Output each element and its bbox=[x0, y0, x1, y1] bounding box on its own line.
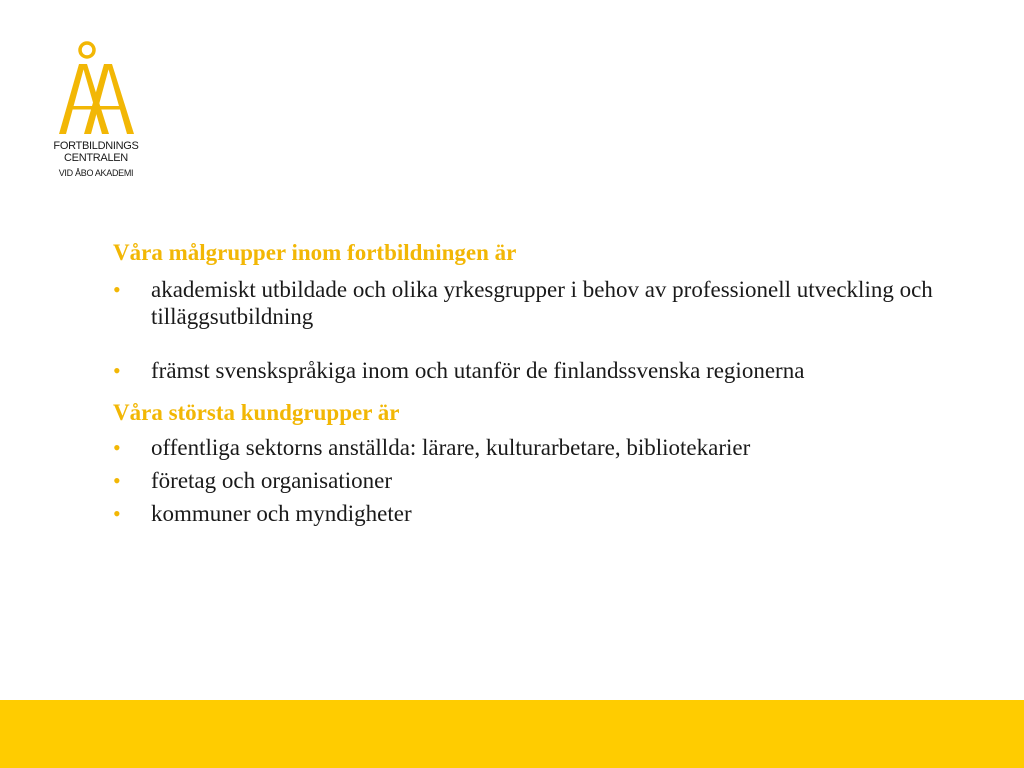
bullet-icon: • bbox=[113, 358, 121, 383]
aa-monogram-icon bbox=[52, 40, 140, 136]
bullet-icon: • bbox=[113, 277, 121, 302]
list-item-text: akademiskt utbildade och olika yrkesgrupper i behov av professionell utveckling och tilläggsutbildning bbox=[151, 277, 933, 329]
logo-text-line1: FORTBILDNINGS bbox=[53, 140, 139, 152]
footer-bar bbox=[0, 700, 1024, 768]
list-item-text: kommuner och myndigheter bbox=[151, 501, 412, 526]
slide-content bbox=[113, 238, 933, 527]
list-item-text: företag och organisationer bbox=[151, 468, 392, 493]
bullet-icon: • bbox=[113, 501, 121, 526]
section-heading-target-groups: Våra målgrupper inom fortbildningen är bbox=[113, 240, 517, 265]
list-item bbox=[113, 500, 933, 527]
target-groups-list bbox=[113, 276, 933, 384]
list-item-text: offentliga sektorns anställda: lärare, kulturarbetare, bibliotekarier bbox=[151, 435, 751, 460]
list-item-text: främst svenskspråkiga inom och utanför de finlandssvenska regionerna bbox=[151, 358, 805, 383]
logo-text-line3: VID ÅBO AKADEMI bbox=[58, 168, 134, 178]
bullet-icon: • bbox=[113, 435, 121, 460]
bullet-icon: • bbox=[113, 468, 121, 493]
logo bbox=[46, 40, 146, 190]
list-item bbox=[113, 357, 933, 384]
list-item bbox=[113, 467, 933, 494]
customer-groups-list bbox=[113, 434, 933, 527]
list-item bbox=[113, 434, 933, 461]
section-heading-customer-groups: Våra största kundgrupper är bbox=[113, 400, 400, 425]
logo-text-line2: CENTRALEN bbox=[64, 152, 128, 164]
list-item bbox=[113, 276, 933, 330]
